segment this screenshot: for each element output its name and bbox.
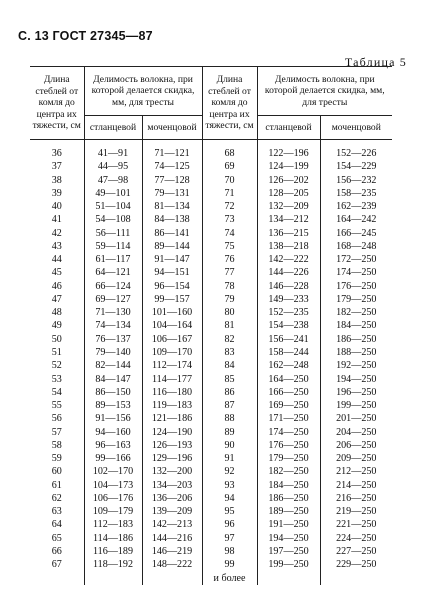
slantsevoy-cell: 47—98: [84, 174, 142, 187]
mochentsovoy-cell: 192—250: [320, 359, 392, 372]
slantsevoy-cell: 154—238: [257, 319, 320, 332]
length-cell: 82: [202, 333, 257, 346]
length-cell: 98: [202, 545, 257, 558]
mochentsovoy-cell: 114—177: [142, 373, 202, 386]
table-note-row: [30, 572, 392, 585]
mochentsovoy-cell: 229—250: [320, 558, 392, 571]
mochentsovoy-cell: 112—174: [142, 359, 202, 372]
length-cell: 79: [202, 293, 257, 306]
slantsevoy-cell: 186—250: [257, 492, 320, 505]
mochentsovoy-cell: 144—216: [142, 532, 202, 545]
length-cell: 50: [30, 333, 84, 346]
mochentsovoy-cell: 86—141: [142, 227, 202, 240]
slantsevoy-cell: 41—91: [84, 147, 142, 160]
table-row: [30, 532, 392, 545]
slantsevoy-cell: 191—250: [257, 518, 320, 531]
mochentsovoy-cell: 79—131: [142, 187, 202, 200]
table-row: [30, 187, 392, 200]
slantsevoy-cell: 79—140: [84, 346, 142, 359]
table-row: [30, 160, 392, 173]
mochentsovoy-cell: 142—213: [142, 518, 202, 531]
table-row: [30, 333, 392, 346]
table-row: [30, 465, 392, 478]
length-cell: 57: [30, 426, 84, 439]
slantsevoy-cell: 49—101: [84, 187, 142, 200]
mochentsovoy-cell: 146—219: [142, 545, 202, 558]
empty-cell: [257, 572, 320, 585]
length-cell: 96: [202, 518, 257, 531]
slantsevoy-cell: 76—137: [84, 333, 142, 346]
table-row: [30, 147, 392, 160]
mochentsovoy-cell: 201—250: [320, 412, 392, 425]
slantsevoy-cell: 61—117: [84, 253, 142, 266]
mochentsovoy-cell: 94—151: [142, 266, 202, 279]
slantsevoy-cell: 104—173: [84, 479, 142, 492]
length-cell: 83: [202, 346, 257, 359]
table-row: [30, 386, 392, 399]
length-cell: 54: [30, 386, 84, 399]
header-length-left: Длина стеблей от комля до центра их тяжести, см: [30, 67, 84, 140]
slantsevoy-cell: 99—166: [84, 452, 142, 465]
header-slantsevoy-left: стланцевой: [84, 116, 142, 140]
table-row: [30, 518, 392, 531]
table-body: [30, 140, 392, 585]
length-cell: 75: [202, 240, 257, 253]
length-cell: 88: [202, 412, 257, 425]
mochentsovoy-cell: 152—226: [320, 147, 392, 160]
table-row: [30, 492, 392, 505]
mochentsovoy-cell: 204—250: [320, 426, 392, 439]
mochentsovoy-cell: 154—229: [320, 160, 392, 173]
slantsevoy-cell: 134—212: [257, 213, 320, 226]
length-cell: 47: [30, 293, 84, 306]
mochentsovoy-cell: 227—250: [320, 545, 392, 558]
table-row: [30, 479, 392, 492]
mochentsovoy-cell: 106—167: [142, 333, 202, 346]
slantsevoy-cell: 152—235: [257, 306, 320, 319]
header-length-right: Длина стеблей от комля до центра их тяжести, см: [202, 67, 257, 140]
mochentsovoy-cell: 166—245: [320, 227, 392, 240]
length-cell: 92: [202, 465, 257, 478]
length-cell: 63: [30, 505, 84, 518]
mochentsovoy-cell: 96—154: [142, 280, 202, 293]
mochentsovoy-cell: 129—196: [142, 452, 202, 465]
length-cell: 70: [202, 174, 257, 187]
length-cell: 95: [202, 505, 257, 518]
length-cell: 86: [202, 386, 257, 399]
length-cell: 59: [30, 452, 84, 465]
length-cell: 99: [202, 558, 257, 571]
slantsevoy-cell: 69—127: [84, 293, 142, 306]
and-more-note: и более: [202, 572, 257, 585]
length-cell: 65: [30, 532, 84, 545]
table-row: [30, 306, 392, 319]
mochentsovoy-cell: 139—209: [142, 505, 202, 518]
slantsevoy-cell: 102—170: [84, 465, 142, 478]
table-row: [30, 505, 392, 518]
mochentsovoy-cell: 182—250: [320, 306, 392, 319]
length-cell: 46: [30, 280, 84, 293]
length-cell: 40: [30, 200, 84, 213]
page-header: С. 13 ГОСТ 27345—87: [18, 29, 153, 43]
mochentsovoy-cell: 158—235: [320, 187, 392, 200]
table-row: [30, 200, 392, 213]
length-cell: 38: [30, 174, 84, 187]
length-cell: 53: [30, 373, 84, 386]
slantsevoy-cell: 174—250: [257, 426, 320, 439]
length-cell: 76: [202, 253, 257, 266]
length-cell: 44: [30, 253, 84, 266]
length-cell: 64: [30, 518, 84, 531]
slantsevoy-cell: 182—250: [257, 465, 320, 478]
mochentsovoy-cell: 121—186: [142, 412, 202, 425]
mochentsovoy-cell: 74—125: [142, 160, 202, 173]
table-row: [30, 293, 392, 306]
slantsevoy-cell: 59—114: [84, 240, 142, 253]
table-row: [30, 227, 392, 240]
slantsevoy-cell: 124—199: [257, 160, 320, 173]
slantsevoy-cell: 142—222: [257, 253, 320, 266]
length-cell: 49: [30, 319, 84, 332]
length-cell: 61: [30, 479, 84, 492]
mochentsovoy-cell: 219—250: [320, 505, 392, 518]
length-cell: 43: [30, 240, 84, 253]
slantsevoy-cell: 66—124: [84, 280, 142, 293]
mochentsovoy-cell: 89—144: [142, 240, 202, 253]
slantsevoy-cell: 86—150: [84, 386, 142, 399]
header-mochentsovoy-right: моченцовой: [320, 116, 392, 140]
slantsevoy-cell: 118—192: [84, 558, 142, 571]
mochentsovoy-cell: 214—250: [320, 479, 392, 492]
mochentsovoy-cell: 126—193: [142, 439, 202, 452]
length-cell: 90: [202, 439, 257, 452]
slantsevoy-cell: 179—250: [257, 452, 320, 465]
mochentsovoy-cell: 148—222: [142, 558, 202, 571]
table-row: [30, 439, 392, 452]
slantsevoy-cell: 194—250: [257, 532, 320, 545]
mochentsovoy-cell: 199—250: [320, 399, 392, 412]
table-row: [30, 373, 392, 386]
slantsevoy-cell: 96—163: [84, 439, 142, 452]
slantsevoy-cell: 122—196: [257, 147, 320, 160]
slantsevoy-cell: 56—111: [84, 227, 142, 240]
length-cell: 45: [30, 266, 84, 279]
length-cell: 55: [30, 399, 84, 412]
length-cell: 87: [202, 399, 257, 412]
mochentsovoy-cell: 91—147: [142, 253, 202, 266]
slantsevoy-cell: 116—189: [84, 545, 142, 558]
mochentsovoy-cell: 216—250: [320, 492, 392, 505]
slantsevoy-cell: 128—205: [257, 187, 320, 200]
slantsevoy-cell: 164—250: [257, 373, 320, 386]
mochentsovoy-cell: 162—239: [320, 200, 392, 213]
table-row: [30, 213, 392, 226]
table-row: [30, 399, 392, 412]
mochentsovoy-cell: 77—128: [142, 174, 202, 187]
length-cell: 62: [30, 492, 84, 505]
length-cell: 72: [202, 200, 257, 213]
length-cell: 81: [202, 319, 257, 332]
slantsevoy-cell: 132—209: [257, 200, 320, 213]
slantsevoy-cell: 126—202: [257, 174, 320, 187]
length-cell: 89: [202, 426, 257, 439]
slantsevoy-cell: 144—226: [257, 266, 320, 279]
length-cell: 39: [30, 187, 84, 200]
slantsevoy-cell: 176—250: [257, 439, 320, 452]
table-row: [30, 266, 392, 279]
length-cell: 73: [202, 213, 257, 226]
slantsevoy-cell: 112—183: [84, 518, 142, 531]
empty-cell: [320, 572, 392, 585]
table-row: [30, 346, 392, 359]
mochentsovoy-cell: 184—250: [320, 319, 392, 332]
mochentsovoy-cell: 99—157: [142, 293, 202, 306]
slantsevoy-cell: 171—250: [257, 412, 320, 425]
empty-cell: [84, 572, 142, 585]
slantsevoy-cell: 64—121: [84, 266, 142, 279]
slantsevoy-cell: 189—250: [257, 505, 320, 518]
mochentsovoy-cell: 186—250: [320, 333, 392, 346]
length-cell: 66: [30, 545, 84, 558]
mochentsovoy-cell: 164—242: [320, 213, 392, 226]
mochentsovoy-cell: 101—160: [142, 306, 202, 319]
slantsevoy-cell: 197—250: [257, 545, 320, 558]
length-cell: 58: [30, 439, 84, 452]
length-cell: 85: [202, 373, 257, 386]
header-mochentsovoy-left: моченцовой: [142, 116, 202, 140]
table-caption: Таблица 5: [344, 55, 407, 69]
mochentsovoy-cell: 136—206: [142, 492, 202, 505]
mochentsovoy-cell: 104—164: [142, 319, 202, 332]
slantsevoy-cell: 89—153: [84, 399, 142, 412]
length-cell: 78: [202, 280, 257, 293]
length-cell: 67: [30, 558, 84, 571]
table-row: [30, 253, 392, 266]
slantsevoy-cell: 149—233: [257, 293, 320, 306]
mochentsovoy-cell: 221—250: [320, 518, 392, 531]
table-row: [30, 452, 392, 465]
table-row: [30, 174, 392, 187]
length-cell: 36: [30, 147, 84, 160]
mochentsovoy-cell: 176—250: [320, 280, 392, 293]
slantsevoy-cell: 136—215: [257, 227, 320, 240]
length-cell: 51: [30, 346, 84, 359]
mochentsovoy-cell: 224—250: [320, 532, 392, 545]
mochentsovoy-cell: 194—250: [320, 373, 392, 386]
table-row: [30, 558, 392, 571]
mochentsovoy-cell: 109—170: [142, 346, 202, 359]
length-cell: 37: [30, 160, 84, 173]
length-cell: 97: [202, 532, 257, 545]
mochentsovoy-cell: 188—250: [320, 346, 392, 359]
mochentsovoy-cell: 196—250: [320, 386, 392, 399]
slantsevoy-cell: 169—250: [257, 399, 320, 412]
slantsevoy-cell: 158—244: [257, 346, 320, 359]
table-row: [30, 426, 392, 439]
mochentsovoy-cell: 174—250: [320, 266, 392, 279]
empty-cell: [142, 572, 202, 585]
length-cell: 94: [202, 492, 257, 505]
mochentsovoy-cell: 134—203: [142, 479, 202, 492]
slantsevoy-cell: 54—108: [84, 213, 142, 226]
mochentsovoy-cell: 168—248: [320, 240, 392, 253]
mochentsovoy-cell: 172—250: [320, 253, 392, 266]
table-row: [30, 545, 392, 558]
length-cell: 60: [30, 465, 84, 478]
length-cell: 93: [202, 479, 257, 492]
header-slantsevoy-right: стланцевой: [257, 116, 320, 140]
mochentsovoy-cell: 132—200: [142, 465, 202, 478]
slantsevoy-cell: 74—134: [84, 319, 142, 332]
slantsevoy-cell: 44—95: [84, 160, 142, 173]
length-cell: 84: [202, 359, 257, 372]
length-cell: 91: [202, 452, 257, 465]
slantsevoy-cell: 156—241: [257, 333, 320, 346]
length-cell: 69: [202, 160, 257, 173]
length-cell: 42: [30, 227, 84, 240]
header-divisibility-right: Делимость волокна, при которой делается скидка, мм, для тресты: [257, 67, 392, 116]
mochentsovoy-cell: 81—134: [142, 200, 202, 213]
slantsevoy-cell: 146—228: [257, 280, 320, 293]
slantsevoy-cell: 162—248: [257, 359, 320, 372]
slantsevoy-cell: 106—176: [84, 492, 142, 505]
slantsevoy-cell: 184—250: [257, 479, 320, 492]
table-spacer: [30, 140, 392, 148]
mochentsovoy-cell: 84—138: [142, 213, 202, 226]
table-row: [30, 280, 392, 293]
length-cell: 71: [202, 187, 257, 200]
mochentsovoy-cell: 116—180: [142, 386, 202, 399]
mochentsovoy-cell: 124—190: [142, 426, 202, 439]
mochentsovoy-cell: 206—250: [320, 439, 392, 452]
length-cell: 77: [202, 266, 257, 279]
mochentsovoy-cell: 212—250: [320, 465, 392, 478]
header-divisibility-left: Делимость волокна, при которой делается скидка, мм, для тресты: [84, 67, 202, 116]
slantsevoy-cell: 138—218: [257, 240, 320, 253]
mochentsovoy-cell: 209—250: [320, 452, 392, 465]
slantsevoy-cell: 84—147: [84, 373, 142, 386]
table-row: [30, 319, 392, 332]
slantsevoy-cell: 71—130: [84, 306, 142, 319]
length-cell: 80: [202, 306, 257, 319]
mochentsovoy-cell: 71—121: [142, 147, 202, 160]
slantsevoy-cell: 51—104: [84, 200, 142, 213]
slantsevoy-cell: 114—186: [84, 532, 142, 545]
length-cell: 74: [202, 227, 257, 240]
mochentsovoy-cell: 119—183: [142, 399, 202, 412]
length-cell: 56: [30, 412, 84, 425]
data-table: [30, 66, 392, 585]
table-row: [30, 359, 392, 372]
slantsevoy-cell: 199—250: [257, 558, 320, 571]
empty-cell: [30, 572, 84, 585]
length-cell: 68: [202, 147, 257, 160]
table-row: [30, 412, 392, 425]
slantsevoy-cell: 91—156: [84, 412, 142, 425]
mochentsovoy-cell: 156—232: [320, 174, 392, 187]
slantsevoy-cell: 109—179: [84, 505, 142, 518]
table-row: [30, 240, 392, 253]
length-cell: 52: [30, 359, 84, 372]
mochentsovoy-cell: 179—250: [320, 293, 392, 306]
slantsevoy-cell: 166—250: [257, 386, 320, 399]
length-cell: 48: [30, 306, 84, 319]
slantsevoy-cell: 94—160: [84, 426, 142, 439]
slantsevoy-cell: 82—144: [84, 359, 142, 372]
length-cell: 41: [30, 213, 84, 226]
